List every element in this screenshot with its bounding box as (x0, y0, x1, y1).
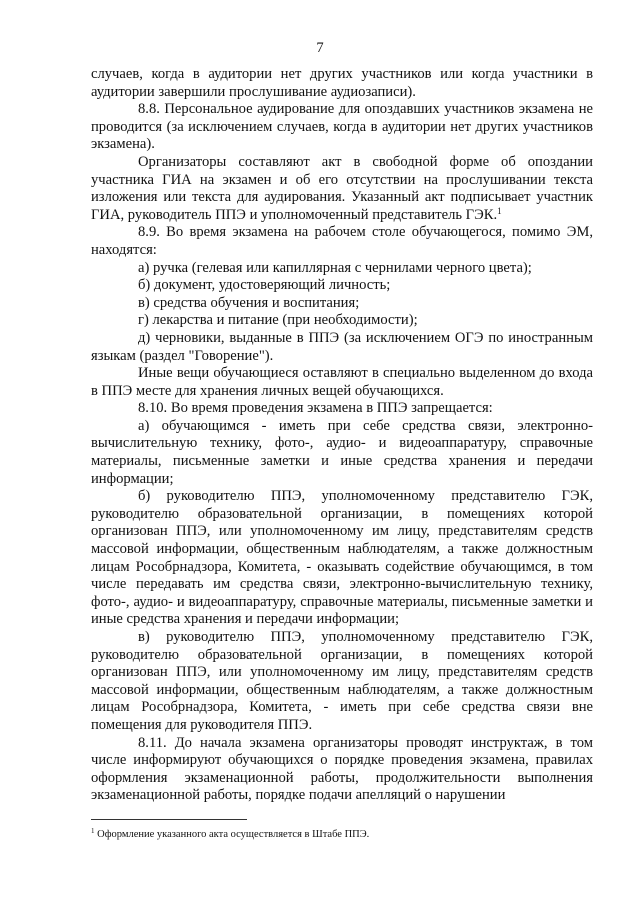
list-item: в) руководителю ППЭ, уполномоченному представителю ГЭК, руководителю образовательной организации, в помещениях которой организован ППЭ, или уполномоченному им лицу, представителям средств массовой информации, общественным наблюдателям, а также должностным лицам Рособрнадзора, Комитета, - иметь при себе средства связи вне помещения для руководителя ППЭ. (91, 629, 593, 733)
page-number: 7 (316, 40, 324, 56)
paragraph-act (91, 154, 593, 224)
list-item: д) черновики, выданные в ППЭ (за исключением ОГЭ по иностранным языкам (раздел "Говорение"). (91, 329, 593, 364)
footnote-reference[interactable]: 1 (497, 205, 502, 216)
footnote-marker: 1 (91, 827, 95, 835)
paragraph-act-text: Организаторы составляют акт в свободной форме об опоздании участника ГИА на экзамен и об его отсутствии на прослушивании текста изложения или текста для аудирования. Указанный акт подписывает участник ГИА, руководитель ППЭ и уполномоченный представитель ГЭК. (91, 153, 593, 223)
list-item: б) руководителю ППЭ, уполномоченному представителю ГЭК, руководителю образовательной организации, в помещениях которой организован ППЭ, или уполномоченному им лицу, представителям средств массовой информации, общественным наблюдателям, а также должностным лицам Рособрнадзора, Комитета, - оказывать содействие обучающимся, в том числе передавать им средства связи, электронно-вычислительную технику, фото-, аудио- и видеоаппаратуру, справочные материалы, письменные заметки и иные средства хранения и передачи информации; (91, 488, 593, 628)
footnote (91, 828, 593, 841)
paragraph-8-8: 8.8. Персональное аудирование для опоздавших участников экзамена не проводится (за исключением случаев, когда в аудитории нет других участников экзамена). (91, 101, 593, 153)
paragraph-8-10: 8.10. Во время проведения экзамена в ППЭ запрещается: (138, 400, 493, 417)
list-item: б) документ, удостоверяющий личность; (138, 277, 391, 294)
list-item: г) лекарства и питание (при необходимости); (138, 312, 418, 329)
paragraph-8-11: 8.11. До начала экзамена организаторы проводят инструктаж, в том числе информируют обучающихся о порядке проведения экзамена, правилах оформления экзаменационной работы, продолжительности выполнения экзаменационной работы, порядке подачи апелляций о нарушении (91, 734, 593, 804)
paragraph-continuation: случаев, когда в аудитории нет других участников или когда участники в аудитории завершили прослушивание аудиозаписи). (91, 66, 593, 100)
footnote-text: Оформление указанного акта осуществляется в Штабе ППЭ. (97, 829, 370, 840)
list-item: а) ручка (гелевая или капиллярная с чернилами черного цвета); (138, 259, 532, 276)
footnote-divider (91, 819, 247, 820)
document-body (91, 66, 593, 805)
paragraph-8-9: 8.9. Во время экзамена на рабочем столе обучающегося, помимо ЭМ, находятся: (91, 224, 593, 258)
list-item: а) обучающимся - иметь при себе средства связи, электронно-вычислительную технику, фото-, аудио- и видеоаппаратуру, справочные материалы, письменные заметки и иные средства хранения и передачи информации; (91, 417, 593, 487)
list-item: в) средства обучения и воспитания; (138, 294, 360, 311)
paragraph-personal-things: Иные вещи обучающиеся оставляют в специально выделенном до входа в ППЭ месте для хранения личных вещей обучающихся. (91, 365, 593, 399)
